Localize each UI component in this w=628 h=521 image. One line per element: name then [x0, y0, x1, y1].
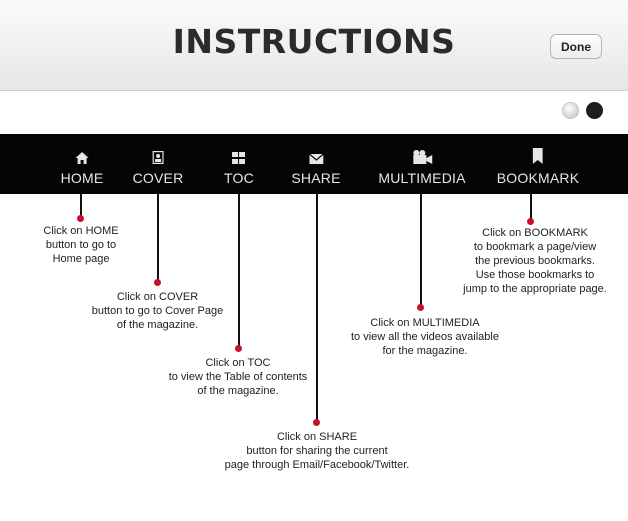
- envelope-icon: [309, 148, 323, 164]
- toolbar-item-cover[interactable]: [133, 134, 184, 194]
- callout-dot-multimedia: [417, 304, 424, 311]
- video-camera-icon: [412, 148, 432, 164]
- callout-line-toc: [238, 194, 240, 348]
- page-dot-1[interactable]: [562, 102, 579, 119]
- toolbar-label-cover: COVER: [132, 170, 184, 186]
- toolbar-label-share: SHARE: [291, 170, 341, 186]
- callout-text-home: Click on HOME button to go to Home page: [43, 225, 119, 265]
- callout-line-share: [316, 194, 318, 422]
- cover-icon: [152, 148, 163, 164]
- callout-text-share: Click on SHARE button for sharing the current page through Email/Facebook/Twitter.: [224, 431, 410, 471]
- callout-dot-cover: [154, 279, 161, 286]
- home-icon: [76, 148, 89, 164]
- callout-text-toc: Click on TOC to view the Table of contents of the magazine.: [168, 357, 308, 397]
- toolbar-item-home[interactable]: [61, 134, 104, 194]
- navigation-bar: [0, 0, 628, 91]
- toolbar: [0, 134, 628, 194]
- toolbar-item-bookmark[interactable]: [497, 134, 580, 194]
- toolbar-label-multimedia: MULTIMEDIA: [378, 170, 466, 186]
- done-button[interactable]: Done: [550, 34, 602, 59]
- bookmark-icon: [533, 148, 543, 164]
- page-title: INSTRUCTIONS: [172, 22, 456, 61]
- callout-dot-home: [77, 215, 84, 222]
- toolbar-item-multimedia[interactable]: [378, 134, 465, 194]
- toolbar-item-toc[interactable]: [224, 134, 254, 194]
- toolbar-label-home: HOME: [60, 170, 104, 186]
- callout-line-cover: [157, 194, 159, 282]
- callout-text-bookmark: Click on BOOKMARK to bookmark a page/view the previous bookmarks. Use those bookmarks to jump to the appropriate page.: [463, 227, 607, 295]
- callout-text-multimedia: Click on MULTIMEDIA to view all the videos available for the magazine.: [351, 317, 499, 357]
- toolbar-label-toc: TOC: [224, 170, 254, 186]
- toolbar-label-bookmark: BOOKMARK: [496, 170, 580, 186]
- grid-icon: [233, 148, 246, 164]
- callout-line-multimedia: [420, 194, 422, 307]
- toolbar-item-share[interactable]: [291, 134, 340, 194]
- page-dot-2-active[interactable]: [586, 102, 603, 119]
- callout-dot-bookmark: [527, 218, 534, 225]
- callout-text-cover: Click on COVER button to go to Cover Page of the magazine.: [91, 291, 224, 331]
- callout-dot-toc: [235, 345, 242, 352]
- callout-line-bookmark: [530, 194, 532, 221]
- callout-dot-share: [313, 419, 320, 426]
